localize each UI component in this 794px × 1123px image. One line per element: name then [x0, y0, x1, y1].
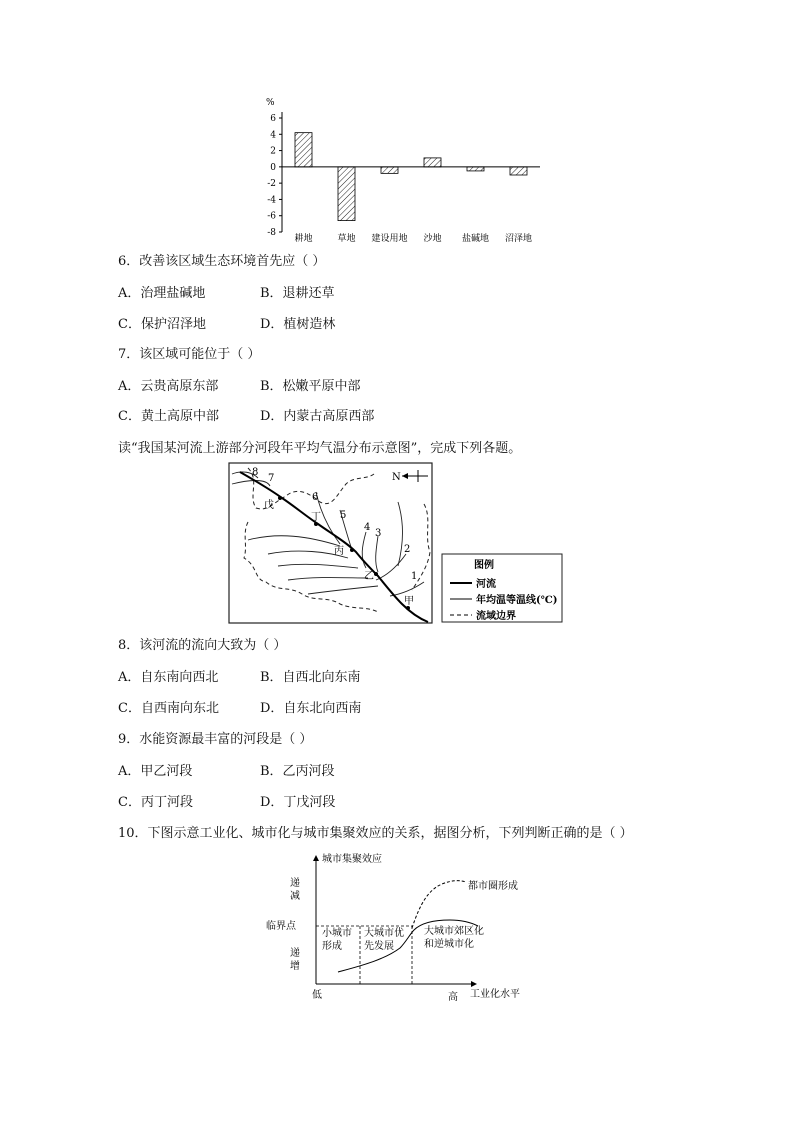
- bar-4: [424, 158, 441, 167]
- legend-river: 河流: [476, 579, 496, 590]
- category-label: 草地: [337, 234, 356, 244]
- isotherm-4: 4: [364, 522, 371, 533]
- agglomeration-diagram: [260, 850, 540, 1008]
- category-label: 沼泽地: [504, 234, 533, 244]
- question-6-stem: 6．改善该区域生态环境首先应（ ）: [118, 254, 326, 269]
- metro-label: 都市圈形成: [468, 881, 518, 892]
- legend-isotherm: 年均温等温线(℃): [476, 595, 558, 606]
- bar-5: [467, 167, 484, 171]
- q8-option-a[interactable]: A．自东南向西北: [118, 670, 219, 685]
- svg-text:减: 减: [290, 891, 300, 902]
- isotherm-5: 5: [340, 510, 347, 521]
- q8-option-c[interactable]: C．自西南向东北: [118, 701, 219, 716]
- stage3-line1: 大城市郊区化: [424, 926, 484, 937]
- legend-boundary: 流域边界: [476, 611, 516, 622]
- reading-intro: 读“我国某河流上游部分河段年平均气温分布示意图”，完成下列各题。: [118, 441, 522, 456]
- stage1-line2: 形成: [322, 941, 342, 952]
- place-ding: 丁: [311, 512, 321, 523]
- point-yi: [374, 572, 378, 576]
- isotherm-7: 7: [268, 473, 275, 484]
- q7-option-b[interactable]: B．松嫩平原中部: [260, 379, 361, 394]
- q6-option-d[interactable]: D．植树造林: [260, 317, 336, 332]
- place-jia: 甲: [404, 596, 414, 607]
- land-change-bar-chart: [250, 90, 550, 245]
- north-arrow-icon: [402, 470, 428, 482]
- north-label: N: [392, 472, 401, 483]
- x-axis-title: 工业化水平: [470, 989, 520, 1000]
- q9-option-b[interactable]: B．乙丙河段: [260, 764, 335, 779]
- point-wu: [278, 496, 282, 500]
- bar-2: [338, 167, 355, 221]
- q7-option-c[interactable]: C．黄土高原中部: [118, 409, 219, 424]
- stage1-line1: 小城市: [322, 928, 352, 939]
- question-9-stem: 9．水能资源最丰富的河段是（ ）: [118, 732, 313, 747]
- decreasing-label: [290, 876, 300, 902]
- river-isotherm-map: [228, 462, 568, 626]
- q8-option-d[interactable]: D．自东北向西南: [260, 701, 362, 716]
- y-tick-label: 4: [270, 130, 276, 141]
- place-wu: 戊: [264, 500, 274, 511]
- high-label: 高: [448, 992, 458, 1003]
- isotherm-1: 1: [411, 571, 418, 582]
- q6-option-a[interactable]: A．治理盐碱地: [118, 286, 206, 301]
- bar-6: [510, 167, 527, 175]
- isotherm-6: 6: [312, 492, 319, 503]
- category-label: 盐碱地: [461, 234, 490, 244]
- y-tick-label: 6: [270, 114, 276, 124]
- q6-option-b[interactable]: B．退耕还草: [260, 286, 335, 301]
- y-tick-label: -4: [267, 195, 276, 206]
- y-tick-label: -8: [267, 228, 276, 238]
- svg-text:增: 增: [290, 961, 300, 972]
- svg-text:递: 递: [290, 878, 300, 889]
- q8-option-b[interactable]: B．自西北向东南: [260, 670, 361, 685]
- q9-option-c[interactable]: C．丙丁河段: [118, 795, 193, 810]
- y-axis-title: 城市集聚效应: [322, 854, 382, 865]
- critical-label: 临界点: [266, 921, 296, 932]
- isotherm-2: 2: [404, 544, 411, 555]
- bar-3: [381, 167, 398, 174]
- y-tick-label: -2: [267, 179, 276, 190]
- legend-title: 图例: [474, 560, 494, 571]
- point-bing: [350, 548, 354, 552]
- q6-option-c[interactable]: C．保护沼泽地: [118, 317, 206, 332]
- isotherm-3: 3: [375, 528, 382, 539]
- category-label: 沙地: [423, 234, 442, 244]
- y-tick-label: 2: [270, 146, 276, 157]
- stage2-line1: 大城市优: [364, 928, 404, 939]
- question-7-stem: 7．该区域可能位于（ ）: [118, 347, 261, 362]
- place-bing: 丙: [334, 546, 344, 557]
- q9-option-d[interactable]: D．丁戊河段: [260, 795, 336, 810]
- q7-option-a[interactable]: A．云贵高原东部: [118, 379, 219, 394]
- stage3-line2: 和逆城市化: [424, 939, 474, 950]
- y-tick-label: -6: [267, 211, 276, 222]
- increasing-label: [290, 946, 300, 972]
- question-8-stem: 8．该河流的流向大致为（ ）: [118, 638, 287, 653]
- stage2-line2: 先发展: [364, 941, 394, 952]
- place-yi: 乙: [364, 571, 374, 582]
- low-label: 低: [312, 990, 322, 1001]
- q7-option-d[interactable]: D．内蒙古高原西部: [260, 409, 375, 424]
- svg-text:递: 递: [290, 948, 300, 959]
- question-10-stem: 10．下图示意工业化、城市化与城市集聚效应的关系，据图分析，下列判断正确的是（ ）: [118, 826, 633, 841]
- y-tick-label: 0: [270, 162, 276, 173]
- q9-option-a[interactable]: A．甲乙河段: [118, 764, 193, 779]
- category-label: 耕地: [294, 234, 313, 244]
- category-label: 建设用地: [371, 234, 408, 244]
- isotherm-8: 8: [252, 467, 259, 478]
- bar-1: [295, 133, 312, 167]
- y-axis-unit: %: [266, 98, 275, 108]
